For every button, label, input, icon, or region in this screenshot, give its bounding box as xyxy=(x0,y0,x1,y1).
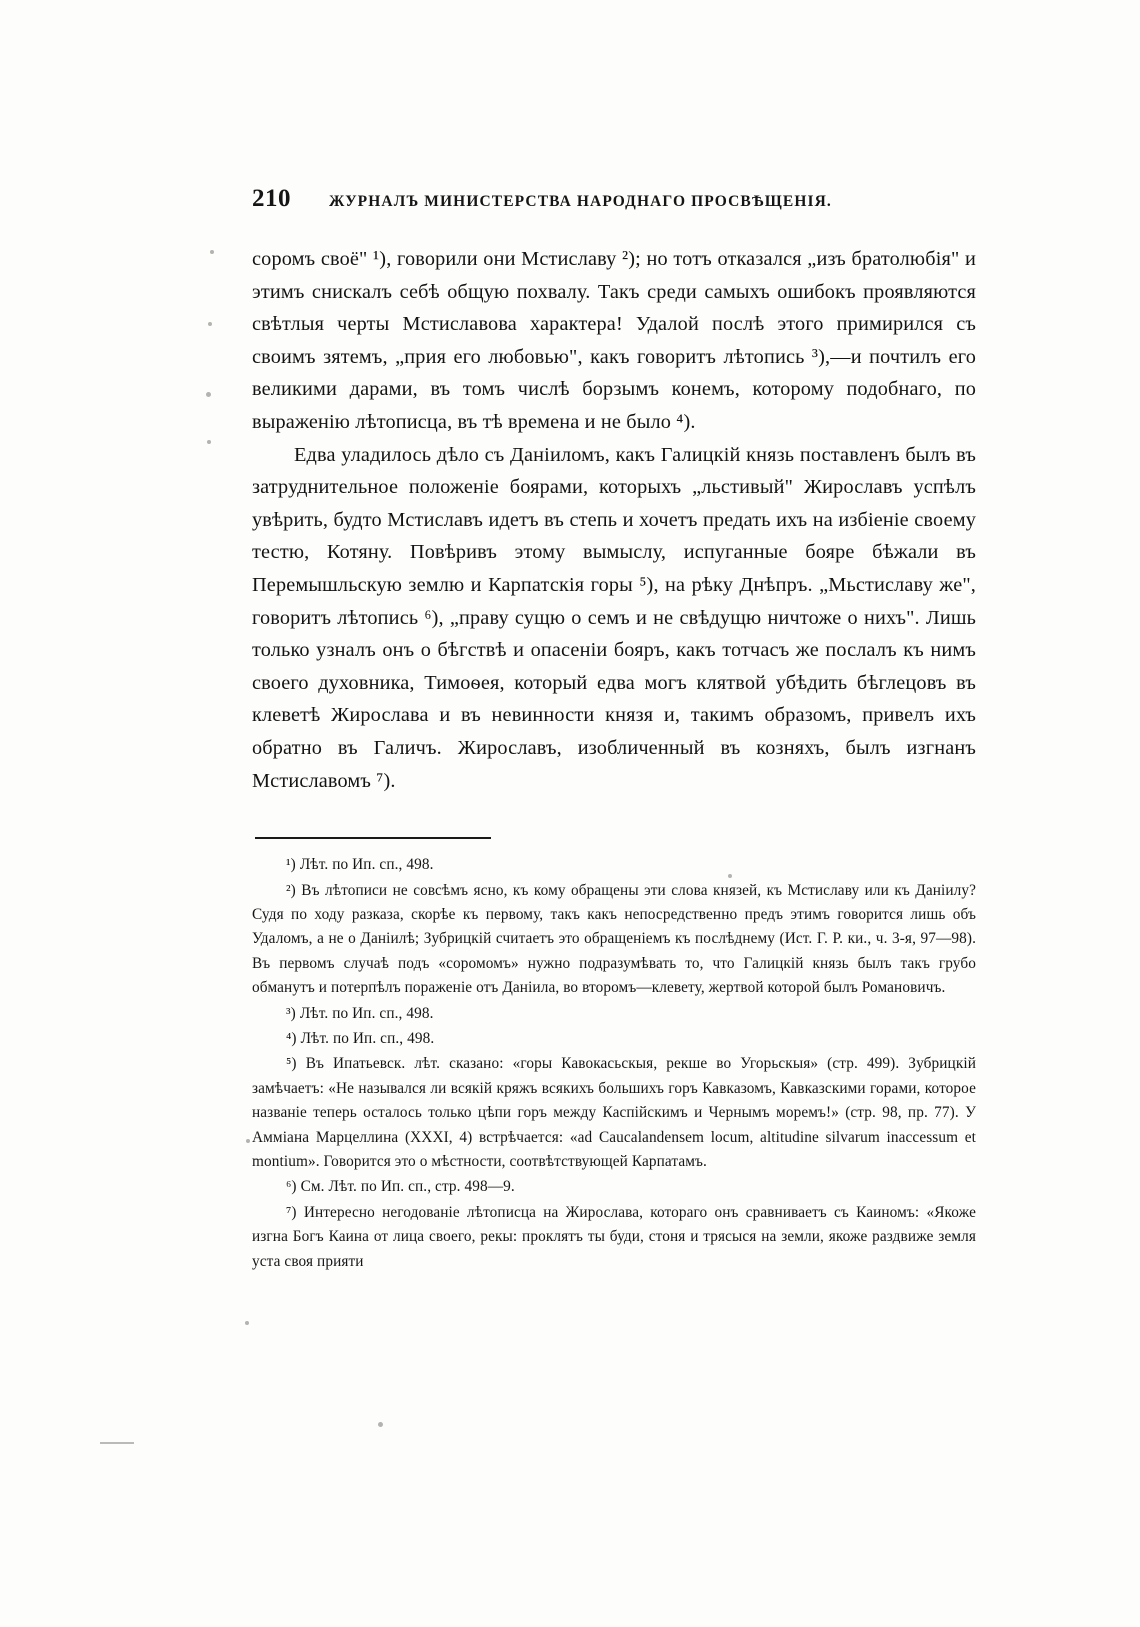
footnote-marker: ⁷) xyxy=(286,1203,297,1221)
running-head xyxy=(252,185,976,213)
paper-speck xyxy=(210,250,214,254)
footnote-rule xyxy=(255,837,491,839)
footnote-marker: ²) xyxy=(286,881,296,899)
footnote-item xyxy=(252,1027,976,1051)
page-edge-mark-left xyxy=(100,1442,134,1444)
paper-speck xyxy=(207,440,211,444)
paper-speck xyxy=(206,392,211,397)
footnote-item xyxy=(252,1052,976,1174)
page-content xyxy=(252,185,976,1315)
footnote-marker: ³) xyxy=(286,1004,296,1022)
footnote-text: Лѣт. по Ип. сп., 498. xyxy=(300,1029,435,1047)
footnote-text: Лѣт. по Ип. сп., 498. xyxy=(299,856,434,874)
footnote-marker: ¹) xyxy=(286,856,296,874)
paper-speck xyxy=(246,1139,250,1143)
page-number: 210 xyxy=(252,185,291,212)
page-footer-space xyxy=(252,1275,976,1315)
footnotes-block xyxy=(252,853,976,1274)
paragraph-zhiroslav: Едва уладилось дѣло съ Даніиломъ, какъ Галицкій князь поставленъ былъ въ затруднительное положеніе боярами, которыхъ „льстивый" Жирославъ успѣлъ увѣрить, будто Мстиславъ идетъ въ степь и хочетъ предать ихъ на избіеніе своему тестю, Котяну. Повѣривъ этому вымыслу, испуганные бояре бѣжали въ Перемышльскую землю и Карпатскія горы ⁵), на рѣку Днѣпръ. „Мьстиславу же", говоритъ лѣтопись ⁶), „праву сущю о семъ и не свѣдущю ничтоже о нихъ". Лишь только узналъ онъ о бѣгствѣ и опасеніи бояръ, какъ тотчасъ же послалъ къ нимъ своего духовника, Тимоѳея, который едва могъ клятвой убѣдить бѣглецовъ въ клеветѣ Жирослава и въ невинности князя и, такимъ образомъ, привелъ ихъ обратно въ Галичъ. Жирославъ, изобличенный въ козняхъ, былъ изгнанъ Мстиславомъ ⁷). xyxy=(252,443,976,792)
body-text xyxy=(252,243,976,797)
paper-speck xyxy=(208,322,212,326)
footnote-text: Лѣт. по Ип. сп., 498. xyxy=(299,1004,434,1022)
paper-speck xyxy=(245,1321,249,1325)
paragraph-continuation: соромъ своё" ¹), говорили они Мстиславу ²); но тотъ отказался „изъ братолюбія" и этимъ снискалъ себѣ общую похвалу. Такъ среди самыхъ ошибокъ проявляются свѣтлыя черты Мстиславова характера! Удалой послѣ этого примирился съ своимъ зятемъ, „прия его любовью", какъ говоритъ лѣтопись ³),—и почтилъ его великими дарами, въ томъ числѣ борзымъ конемъ, которому подобнаго, по выраженію лѣтописца, въ тѣ времена и не было ⁴). xyxy=(252,248,976,433)
footnote-marker: ⁶) xyxy=(286,1178,297,1196)
paper-speck xyxy=(378,1422,383,1427)
footnote-text: См. Лѣт. по Ип. сп., стр. 498—9. xyxy=(300,1178,515,1196)
footnote-item xyxy=(252,853,976,877)
footnote-text: Въ лѣтописи не совсѣмъ ясно, къ кому обращены эти слова князей, къ Мстиславу или къ Даніилу? Судя по ходу разказа, скорѣе къ первому, такъ какъ непосредственно предъ этимъ говорится лишь объ Удаломъ, а не о Даніилѣ; Зубрицкій считаетъ это обращеніемъ къ послѣднему (Ист. Г. Р. ки., ч. 3-я, 97—98). Въ первомъ случаѣ подъ «соромомъ» нужно подразумѣвать то, что Галицкій князь былъ такъ грубо обманутъ и потерпѣлъ пораженіе отъ Даніила, во второмъ—клевету, жертвой которой былъ Романовичъ. xyxy=(252,881,976,997)
footnote-item xyxy=(252,1002,976,1026)
footnote-item xyxy=(252,1201,976,1274)
footnote-marker: ⁴) xyxy=(286,1029,297,1047)
footnote-item xyxy=(252,1175,976,1199)
footnote-item xyxy=(252,879,976,1001)
footnote-text: Въ Ипатьевск. лѣт. сказано: «горы Кавокасьскыя, рекше во Угорьскыя» (стр. 499). Зубрицкій замѣчаетъ: «Не назывался ли всякій кряжъ всякихъ большихъ горъ Кавказомъ, Кавказскими горами, которое названіе теперь осталось только цѣпи горъ между Каспійскимъ и Чернымъ моремъ!» (стр. 98, пр. 77). У Аммiана Марцеллина (XXXI, 4) встрѣчается: «ad Caucalandensem locum, altitudine silvarum inaccessum et montium». Говорится это о мѣстности, соотвѣтствующей Карпатамъ. xyxy=(252,1055,976,1170)
footnote-marker: ⁵) xyxy=(286,1055,297,1073)
footnote-text: Интересно негодованіе лѣтописца на Жирослава, котораго онъ сравниваетъ съ Каиномъ: «Якоже изгна Богъ Каина от лица своего, рекы: проклятъ ты буди, стоня и трясыся на земли, якоже раздвиже земля уста своя прияти xyxy=(252,1203,976,1270)
journal-running-title: ЖУРНАЛЪ МИНИСТЕРСТВА НАРОДНАГО ПРОСВѢЩЕНІЯ. xyxy=(329,193,832,210)
